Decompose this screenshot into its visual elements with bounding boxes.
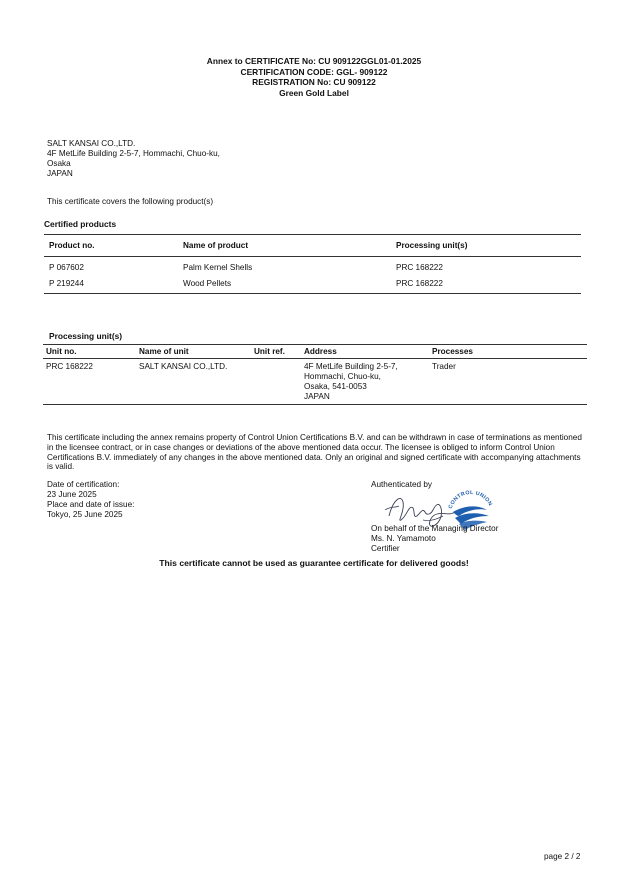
licensee-city: Osaka [47, 159, 71, 168]
certified-products-table [44, 234, 581, 294]
signer-role: Certifier [371, 544, 400, 553]
address-line: 4F MetLife Building 2-5-7, [304, 362, 398, 371]
certificate-header [0, 56, 628, 98]
licensee-name: SALT KANSAI CO.,LTD. [47, 139, 136, 148]
unit-name: SALT KANSAI CO.,LTD. [136, 359, 251, 405]
signer-behalf: On behalf of the Managing Director [371, 524, 499, 533]
product-name: Palm Kernel Shells [183, 262, 253, 272]
address-line: JAPAN [304, 392, 330, 401]
licensee-street: 4F MetLife Building 2-5-7, Hommachi, Chuo-ku, [47, 149, 220, 158]
signer-block [371, 524, 498, 554]
issue-place-date: Tokyo, 25 June 2025 [47, 510, 123, 519]
product-name: Wood Pellets [178, 275, 391, 294]
product-processing-unit: PRC 168222 [396, 262, 443, 272]
address-line: Hommachi, Chuo-ku, [304, 372, 381, 381]
certification-date: 23 June 2025 [47, 490, 97, 499]
unit-number: PRC 168222 [43, 359, 136, 405]
column-header: Unit ref. [251, 345, 301, 359]
table-header-row [44, 235, 581, 257]
column-header: Processing unit(s) [391, 235, 581, 257]
processing-units-table [43, 344, 587, 405]
signer-name: Ms. N. Yamamoto [371, 534, 436, 543]
certification-date-label: Date of certification: [47, 480, 120, 489]
column-header: Product no. [44, 235, 178, 257]
label-name: Green Gold Label [279, 87, 349, 98]
table-header-row [43, 345, 587, 359]
authenticated-by-label: Authenticated by [371, 480, 432, 489]
product-processing-unit: PRC 168222 [391, 275, 581, 294]
unit-processes: Trader [429, 359, 587, 405]
product-number: P 067602 [49, 262, 84, 272]
column-header: Address [301, 345, 429, 359]
unit-ref [251, 359, 301, 405]
licensee-country: JAPAN [47, 169, 73, 178]
table-row [43, 359, 587, 405]
disclaimer-text: This certificate including the annex remains property of Control Union Certifications B.V. and can be withdrawn in case of terminations as mentioned in the licensee contract, or in case changes or deviations of the above mentioned data occur. The licensee is obliged to inform Control Union Certifications B.V. immediately of any changes in the above mentioned data. Only an original and signed certificate with accompanying attachments is valid. [47, 433, 582, 472]
issue-label: Place and date of issue: [47, 500, 135, 509]
product-number: P 219244 [44, 275, 178, 294]
column-header: Processes [429, 345, 587, 359]
column-header: Name of unit [136, 345, 251, 359]
certified-products-title: Certified products [44, 219, 117, 229]
licensee-address [47, 139, 220, 179]
unit-address [301, 359, 429, 405]
seal-text: CONTROL UNION [447, 489, 494, 510]
address-line: Osaka, 541-0053 [304, 382, 367, 391]
column-header: Unit no. [43, 345, 136, 359]
table-row [44, 257, 581, 276]
table-row [44, 275, 581, 294]
guarantee-warning: This certificate cannot be used as guarantee certificate for delivered goods! [159, 558, 469, 568]
column-header: Name of product [178, 235, 391, 257]
signature-stroke [389, 498, 455, 526]
annex-title: Annex to CERTIFICATE No: CU 909122GGL01-01.2025 [206, 56, 422, 66]
registration-number: REGISTRATION No: CU 909122 [252, 77, 376, 88]
covers-statement: This certificate covers the following product(s) [47, 197, 214, 206]
page-number: page 2 / 2 [544, 852, 581, 861]
processing-units-title: Processing unit(s) [49, 331, 123, 341]
certification-dates [47, 480, 134, 520]
certification-code: CERTIFICATION CODE: GGL- 909122 [240, 66, 388, 77]
